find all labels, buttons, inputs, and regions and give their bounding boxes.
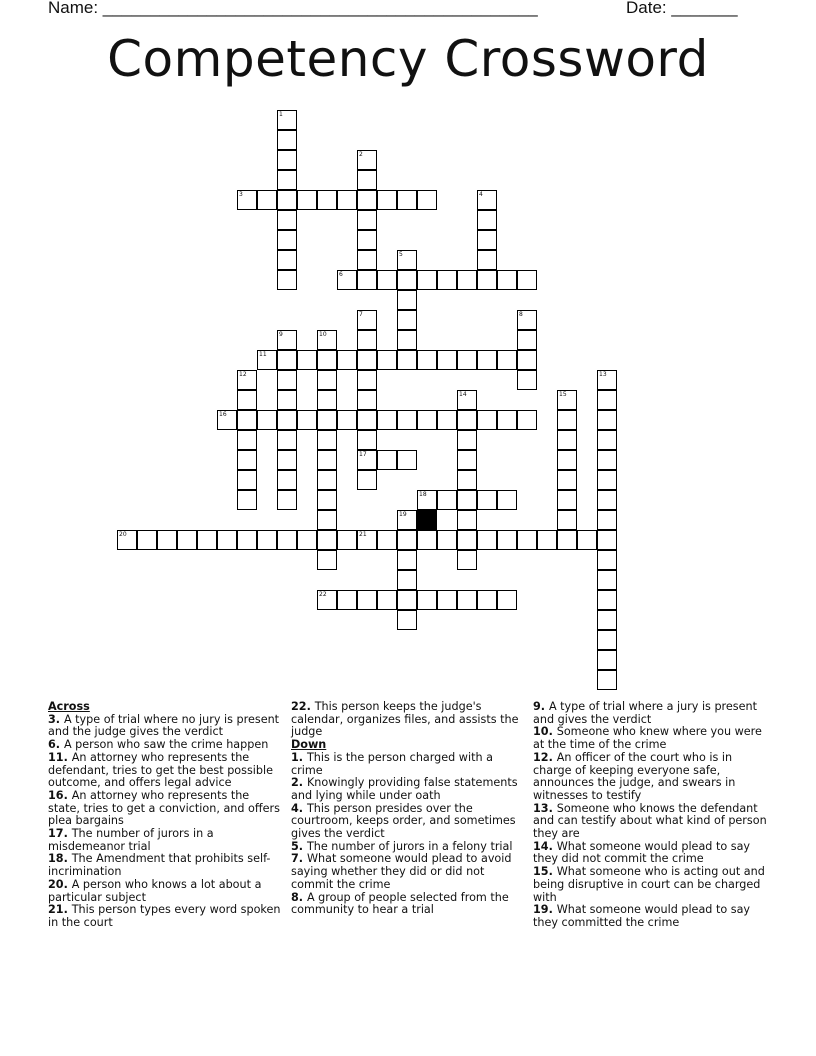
crossword-cell[interactable] [477,410,497,430]
crossword-cell[interactable] [257,190,277,210]
clue-text: What someone who is acting out and being disruptive in court can be charged with [533,865,765,904]
clue-number-label: 19. [533,903,557,917]
crossword-cell[interactable] [297,190,317,210]
clue-number-label: 6. [48,738,64,752]
clue-number: 21 [359,531,367,538]
crossword-cell[interactable] [397,610,417,630]
crossword-cell[interactable] [277,430,297,450]
clue-number: 7 [359,311,363,318]
crossword-cell[interactable] [237,370,257,390]
crossword-cell[interactable] [477,590,497,610]
crossword-cell[interactable] [317,390,337,410]
clues-column-3 [533,701,769,930]
crossword-cell[interactable] [317,450,337,470]
crossword-cell[interactable] [597,670,617,690]
crossword-cell[interactable] [457,450,477,470]
clue-text: What someone would plead to say they committed the crime [533,903,751,929]
crossword-cell[interactable] [277,350,297,370]
crossword-cell[interactable] [397,350,417,370]
crossword-cell[interactable] [357,150,377,170]
clue-number-label: 10. [533,725,557,739]
crossword-cell[interactable] [217,410,237,430]
clue-item [291,752,527,777]
crossword-cell[interactable] [597,390,617,410]
clue-text: A type of trial where no jury is present and the judge gives the verdict [48,712,280,739]
clue-number: 10 [319,331,327,338]
crossword-cell[interactable] [477,270,497,290]
crossword-cell[interactable] [557,530,577,550]
clue-item [48,752,284,790]
crossword-cell[interactable] [257,350,277,370]
clue-number: 16 [219,411,227,418]
crossword-cell[interactable] [197,530,217,550]
crossword-cell[interactable] [437,590,457,610]
crossword-cell[interactable] [277,210,297,230]
crossword-cell[interactable] [277,110,297,130]
crossword-cell[interactable] [277,150,297,170]
crossword-cell[interactable] [497,490,517,510]
crossword-cell[interactable] [277,250,297,270]
clue-item [533,866,769,904]
clue-item [48,879,284,904]
crossword-cell[interactable] [117,530,137,550]
crossword-cell[interactable] [477,190,497,210]
crossword-cell[interactable] [397,410,417,430]
clue-text: Someone who knows the defendant and can testify about what kind of person they are [533,801,767,841]
clues-column-1 [48,701,284,930]
page-title: Competency Crossword [107,30,709,88]
crossword-cell[interactable] [357,310,377,330]
crossword-cell[interactable] [257,410,277,430]
crossword-cell[interactable] [477,530,497,550]
clue-number-label: 8. [291,890,307,904]
crossword-cell[interactable] [357,370,377,390]
clue-item [291,701,527,739]
crossword-cell[interactable] [337,590,357,610]
clue-item [291,892,527,917]
crossword-cell[interactable] [597,470,617,490]
clue-number: 20 [119,531,127,538]
crossword-cell[interactable] [517,310,537,330]
clue-text: What someone would plead to say they did not commit the crime [533,839,751,866]
crossword-cell[interactable] [357,450,377,470]
crossword-cell[interactable] [597,510,617,530]
clue-number: 18 [419,491,427,498]
crossword-cell[interactable] [397,590,417,610]
clue-number-label: 11. [48,750,72,764]
crossword-cell[interactable] [357,190,377,210]
clue-text: The number of jurors in a felony trial [306,839,513,853]
clue-number: 8 [519,311,523,318]
crossword-cell[interactable] [417,270,437,290]
crossword-cell[interactable] [337,190,357,210]
crossword-cell[interactable] [317,530,337,550]
crossword-cell[interactable] [317,350,337,370]
clue-text: A person who knows a lot about a particular subject [48,877,262,904]
clue-number: 2 [359,151,363,158]
crossword-cell[interactable] [557,470,577,490]
crossword-cell[interactable] [297,410,317,430]
crossword-cell[interactable] [357,590,377,610]
crossword-cell[interactable] [597,530,617,550]
crossword-cell[interactable] [417,190,437,210]
clue-number: 13 [599,371,607,378]
clue-number-label: 18. [48,852,72,866]
crossword-cell[interactable] [357,530,377,550]
crossword-cell[interactable] [237,490,257,510]
crossword-cell[interactable] [377,450,397,470]
crossword-cell[interactable] [277,130,297,150]
clue-text: A person who saw the crime happen [63,738,269,752]
crossword-cell[interactable] [417,410,437,430]
crossword-cell[interactable] [317,550,337,570]
clue-item [291,777,527,802]
clue-number-label: 21. [48,903,72,917]
crossword-cell[interactable] [517,350,537,370]
clue-number-label: 5. [291,839,307,853]
clue-number: 5 [399,251,403,258]
crossword-cell[interactable] [297,530,317,550]
clue-number: 6 [339,271,343,278]
crossword-cell[interactable] [457,510,477,530]
crossword-cell[interactable] [357,470,377,490]
clue-number-label: 14. [533,839,557,853]
crossword-cell[interactable] [557,390,577,410]
clue-number: 22 [319,591,327,598]
crossword-cell[interactable] [597,570,617,590]
across-heading: Across [48,700,90,713]
crossword-cell[interactable] [417,530,437,550]
crossword-cell[interactable] [377,530,397,550]
clue-text: Knowingly providing false statements and lying while under oath [291,776,518,802]
crossword-cell[interactable] [557,410,577,430]
clue-item [533,803,769,841]
date-field-label: Date: _______ [626,0,738,17]
crossword-cell[interactable] [337,350,357,370]
crossword-cell[interactable] [357,390,377,410]
crossword-cell[interactable] [317,430,337,450]
crossword-cell[interactable] [497,410,517,430]
crossword-cell[interactable] [557,510,577,530]
crossword-cell[interactable] [417,590,437,610]
crossword-cell[interactable] [277,490,297,510]
clue-item [291,853,527,891]
crossword-cell[interactable] [497,590,517,610]
clue-number: 14 [459,391,467,398]
crossword-cell[interactable] [357,330,377,350]
crossword-cell[interactable] [377,410,397,430]
crossword-cell[interactable] [557,430,577,450]
crossword-cell[interactable] [397,270,417,290]
crossword-cell[interactable] [517,270,537,290]
crossword-cell[interactable] [297,350,317,370]
clue-text: This is the person charged with a crime [291,750,493,777]
crossword-cell[interactable] [357,250,377,270]
crossword-cell[interactable] [277,190,297,210]
clue-text: A type of trial where a jury is present and gives the verdict [533,700,757,726]
crossword-cell[interactable] [577,530,597,550]
crossword-cell[interactable] [377,270,397,290]
crossword-cell[interactable] [357,210,377,230]
crossword-cell[interactable] [477,250,497,270]
crossword-cell[interactable] [137,530,157,550]
crossword-cell[interactable] [497,350,517,370]
crossword-cell[interactable] [457,550,477,570]
clue-number-label: 17. [48,827,72,841]
crossword-cell[interactable] [317,190,337,210]
crossword-cell[interactable] [237,470,257,490]
crossword-cell[interactable] [457,530,477,550]
crossword-cell[interactable] [457,590,477,610]
crossword-cell[interactable] [277,470,297,490]
crossword-cell[interactable] [517,530,537,550]
crossword-cell[interactable] [597,630,617,650]
clue-item [533,726,769,751]
crossword-cell[interactable] [417,350,437,370]
clue-text: The Amendment that prohibits self-incrimination [48,852,271,879]
clue-number: 17 [359,451,367,458]
crossword-cell[interactable] [597,370,617,390]
clue-item [48,853,284,878]
clue-number: 4 [479,191,483,198]
crossword-cell[interactable] [337,410,357,430]
crossword-cell[interactable] [317,510,337,530]
clue-number: 9 [279,331,283,338]
crossword-cell[interactable] [177,530,197,550]
clue-item [291,803,527,841]
clue-number: 11 [259,351,267,358]
clue-number-label: 20. [48,877,72,891]
crossword-cell[interactable] [237,530,257,550]
crossword-cell[interactable] [357,350,377,370]
crossword-cell[interactable] [397,530,417,550]
crossword-cell[interactable] [397,330,417,350]
crossword-cell[interactable] [437,490,457,510]
crossword-cell[interactable] [557,490,577,510]
crossword-cell[interactable] [457,270,477,290]
crossword-cell[interactable] [277,170,297,190]
crossword-cell[interactable] [517,370,537,390]
crossword-cell[interactable] [157,530,177,550]
crossword-cell[interactable] [597,430,617,450]
crossword-cell[interactable] [257,530,277,550]
crossword-cell[interactable] [237,430,257,450]
clue-text: Someone who knew where you were at the time of the crime [533,725,762,752]
crossword-cell[interactable] [317,490,337,510]
crossword-cell[interactable] [397,550,417,570]
crossword-cell[interactable] [357,230,377,250]
clue-text: This person keeps the judge's calendar, organizes files, and assists the judge [291,700,519,739]
crossword-cell[interactable] [437,530,457,550]
clue-item [533,904,769,929]
crossword-cell[interactable] [457,410,477,430]
crossword-black-cell [417,510,437,530]
crossword-cell[interactable] [397,290,417,310]
clue-item [48,714,284,739]
crossword-cell[interactable] [357,170,377,190]
crossword-cell[interactable] [597,410,617,430]
clue-item [533,752,769,803]
clue-number: 3 [239,191,243,198]
clue-item [48,790,284,828]
clue-text: This person types every word spoken in the court [48,903,281,929]
crossword-cell[interactable] [237,390,257,410]
clue-number: 15 [559,391,567,398]
crossword-cell[interactable] [477,350,497,370]
crossword-cell[interactable] [237,450,257,470]
crossword-cell[interactable] [317,330,337,350]
crossword-cell[interactable] [277,270,297,290]
clue-number-label: 3. [48,712,64,726]
crossword-cell[interactable] [557,450,577,470]
clue-number: 12 [239,371,247,378]
crossword-cell[interactable] [597,650,617,670]
crossword-cell[interactable] [357,270,377,290]
crossword-cell[interactable] [337,530,357,550]
crossword-cell[interactable] [317,410,337,430]
name-field-label: Name: ______________________________________________ [48,0,538,17]
crossword-cell[interactable] [397,190,417,210]
clue-number: 19 [399,511,407,518]
crossword-cell[interactable] [457,390,477,410]
crossword-cell[interactable] [317,470,337,490]
crossword-cell[interactable] [277,330,297,350]
clue-number-label: 4. [291,801,307,815]
crossword-cell[interactable] [597,550,617,570]
crossword-cell[interactable] [597,590,617,610]
crossword-cell[interactable] [517,330,537,350]
crossword-cell[interactable] [457,470,477,490]
crossword-cell[interactable] [277,230,297,250]
crossword-cell[interactable] [597,610,617,630]
crossword-cell[interactable] [397,450,417,470]
crossword-cell[interactable] [377,190,397,210]
clue-number-label: 2. [291,776,307,790]
clue-text: An attorney who represents the state, tries to get a conviction, and offers plea bargains [48,788,280,828]
crossword-cell[interactable] [517,410,537,430]
crossword-cell[interactable] [437,410,457,430]
clue-text: What someone would plead to avoid saying whether they did or did not commit the crime [291,852,512,891]
crossword-cell[interactable] [457,430,477,450]
clue-text: An attorney who represents the defendant, tries to get the best possible outcome, and offers legal advice [48,750,273,790]
clue-number-label: 13. [533,801,557,815]
crossword-cell[interactable] [597,490,617,510]
clue-number-label: 16. [48,788,72,802]
clue-number-label: 9. [533,700,549,713]
clue-number-label: 22. [291,700,315,713]
clue-number-label: 15. [533,865,557,879]
crossword-cell[interactable] [277,530,297,550]
crossword-cell[interactable] [317,370,337,390]
crossword-cell[interactable] [597,450,617,470]
clue-text: An officer of the court who is in charge of keeping everyone safe, announces the judge, and swears in witnesses to testify [533,750,736,802]
crossword-cell[interactable] [357,430,377,450]
crossword-cell[interactable] [497,530,517,550]
crossword-cell[interactable] [337,270,357,290]
crossword-cell[interactable] [437,270,457,290]
crossword-cell[interactable] [417,490,437,510]
crossword-cell[interactable] [537,530,557,550]
crossword-cell[interactable] [457,350,477,370]
crossword-cell[interactable] [397,250,417,270]
crossword-cell[interactable] [497,270,517,290]
crossword-cell[interactable] [357,410,377,430]
crossword-cell[interactable] [377,350,397,370]
crossword-cell[interactable] [477,210,497,230]
crossword-cell[interactable] [277,390,297,410]
crossword-cell[interactable] [397,510,417,530]
clue-number: 1 [279,111,283,118]
crossword-cell[interactable] [377,590,397,610]
crossword-cell[interactable] [277,370,297,390]
clue-number-label: 12. [533,750,557,764]
clue-item [533,701,769,726]
clue-text: A group of people selected from the community to hear a trial [291,890,509,917]
crossword-cell[interactable] [397,570,417,590]
down-heading: Down [291,738,327,752]
crossword-cell[interactable] [397,310,417,330]
clue-item [48,828,284,853]
crossword-cell[interactable] [477,490,497,510]
clue-text: The number of jurors in a misdemeanor trial [48,827,214,853]
crossword-cell[interactable] [477,230,497,250]
clue-item [48,904,284,929]
clue-text: This person presides over the courtroom, keeps order, and sometimes gives the verdict [291,801,516,841]
clue-item [533,841,769,866]
clue-number-label: 1. [291,750,307,764]
clues-column-2 [291,701,527,917]
crossword-cell[interactable] [317,590,337,610]
crossword-cell[interactable] [217,530,237,550]
crossword-cell[interactable] [457,490,477,510]
crossword-cell[interactable] [437,350,457,370]
crossword-cell[interactable] [277,450,297,470]
crossword-cell[interactable] [277,410,297,430]
crossword-cell[interactable] [237,410,257,430]
crossword-cell[interactable] [237,190,257,210]
clue-number-label: 7. [291,852,307,866]
